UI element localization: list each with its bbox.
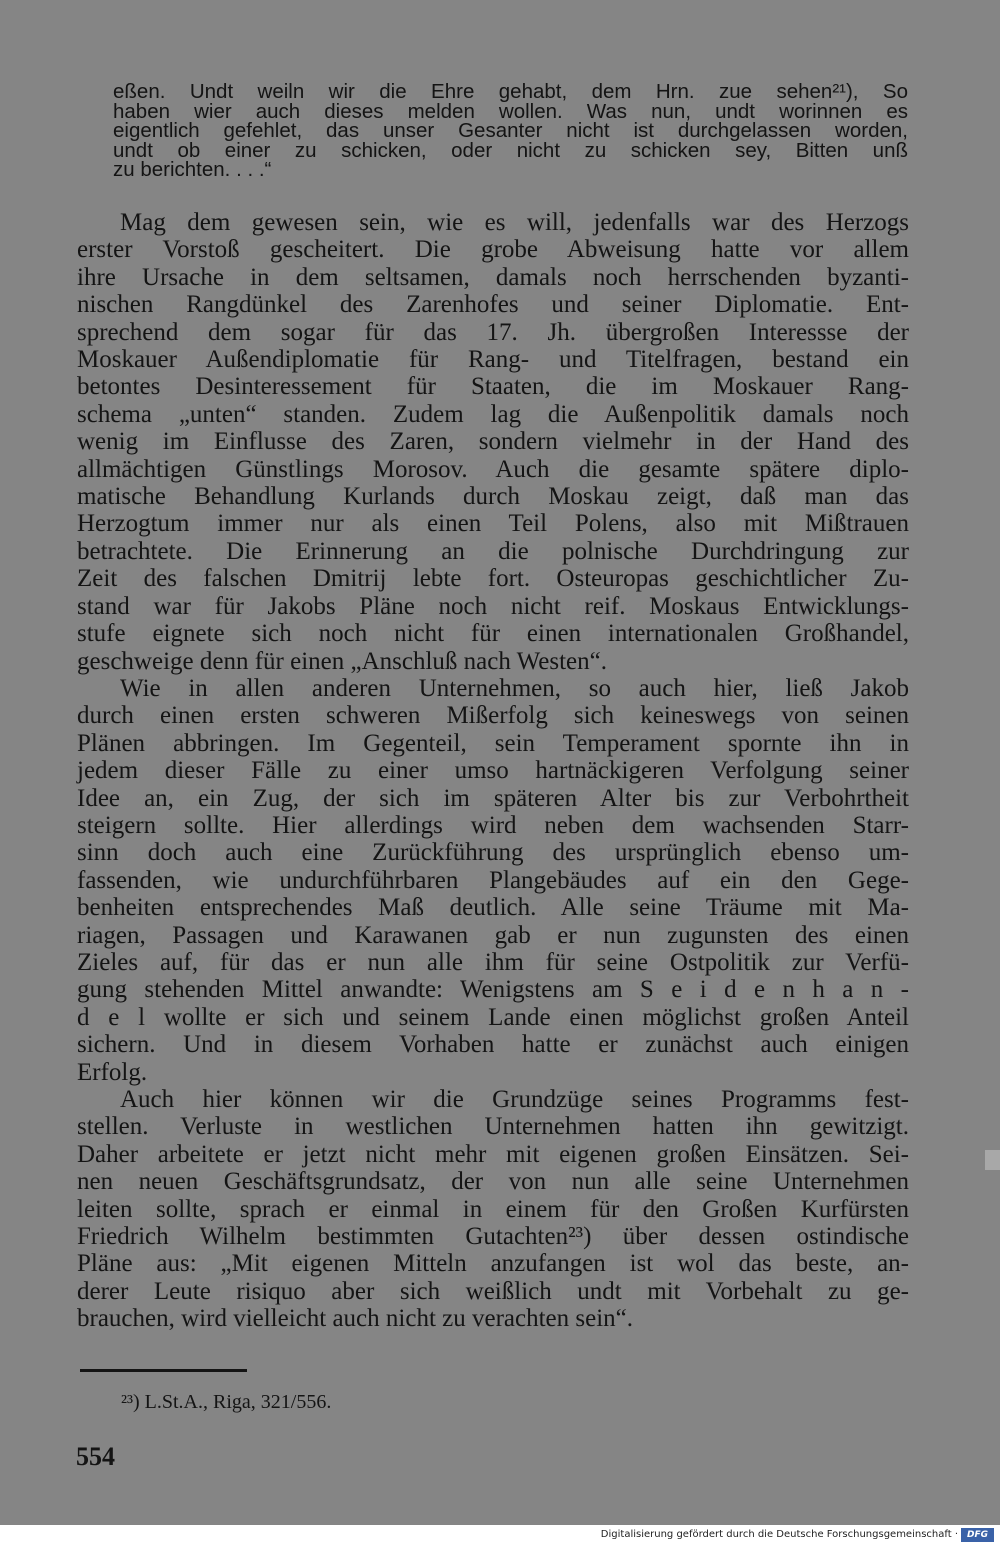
text-line: d e l wollte er sich und seinem Lande einen möglichst großen Anteil	[77, 1003, 909, 1031]
text-line: Plänen abbringen. Im Gegenteil, sein Temperament spornte ihn in	[77, 729, 909, 757]
page-number: 554	[76, 1442, 115, 1471]
text-line: betrachtete. Die Erinnerung an die polnische Durchdringung zur	[77, 537, 909, 565]
text-line: Wie in allen anderen Unternehmen, so auch hier, ließ Jakob	[120, 674, 909, 702]
text-line: durch einen ersten schweren Mißerfolg sich keineswegs von seinen	[77, 702, 909, 730]
dfg-logo: DFG	[961, 1528, 994, 1542]
scan-edge-mark	[985, 1150, 1000, 1170]
paragraph-2	[77, 675, 909, 1086]
paragraph-1	[77, 209, 909, 675]
quote-line: haben wier auch dieses melden wollen. Was nun, undt worinnen es	[113, 99, 908, 123]
text-line: Zieles auf, für das er nun alle ihm für seine Ostpolitik zur Verfü-	[77, 948, 909, 976]
text-line: gung stehenden Mittel anwandte: Wenigstens am S e i d e n h a n -	[77, 976, 909, 1004]
text-line: matische Behandlung Kurlands durch Moskau zeigt, daß man das	[77, 483, 909, 511]
text-line: derer Leute risiquo aber sich weißlich undt mit Vorbehalt zu ge-	[77, 1277, 909, 1305]
text-line: stufe eignete sich noch nicht für einen internationalen Großhandel,	[77, 620, 909, 648]
quoted-letter	[113, 82, 908, 180]
text-line: Idee an, ein Zug, der sich im späteren Alter bis zur Verbohrtheit	[77, 784, 909, 812]
text-line: ihre Ursache in dem seltsamen, damals noch herrschenden byzanti-	[77, 263, 909, 291]
text-line: riagen, Passagen und Karawanen gab er nun zugunsten des einen	[77, 921, 909, 949]
text-line: erster Vorstoß gescheitert. Die grobe Abweisung hatte vor allem	[77, 236, 909, 264]
text-line: nischen Rangdünkel des Zarenhofes und seiner Diplomatie. Ent-	[77, 291, 909, 319]
text-line: Moskauer Außendiplomatie für Rang- und Titelfragen, bestand ein	[77, 346, 909, 374]
text-line: schema „unten“ standen. Zudem lag die Außenpolitik damals noch	[77, 400, 909, 428]
text-line: sichern. Und in diesem Vorhaben hatte er zunächst auch einigen	[77, 1031, 909, 1059]
text-line: nen neuen Geschäftsgrundsatz, der von nun alle seine Unternehmen	[77, 1168, 909, 1196]
text-line: Herzogtum immer nur als einen Teil Polens, also mit Mißtrauen	[77, 510, 909, 538]
text-line: brauchen, wird vielleicht auch nicht zu verachten sein“.	[77, 1305, 634, 1333]
text-line: Erfolg.	[77, 1058, 148, 1086]
quote-line: eigentlich gefehlet, das unser Gesanter nicht ist durchgelassen worden,	[113, 119, 908, 142]
text-line: Auch hier können wir die Grundzüge seines Programms fest-	[120, 1086, 909, 1113]
text-line: fassenden, wie undurchführbaren Plangebäudes auf ein den Gege-	[77, 866, 909, 894]
text-line: Pläne aus: „Mit eigenen Mitteln anzufangen ist wol das beste, an-	[77, 1250, 909, 1278]
digitization-credit: Digitalisierung gefördert durch die Deutsche Forschungsgemeinschaft ·	[600, 1529, 958, 1540]
text-line: steigern sollte. Hier allerdings wird neben dem wachsenden Starr-	[77, 811, 909, 839]
text-line: allmächtigen Günstlings Morosov. Auch die gesamte spätere diplo-	[77, 455, 909, 483]
text-line: stellen. Verluste in westlichen Unternehmen hatten ihn gewitzigt.	[77, 1113, 909, 1141]
text-line: wenig im Einflusse des Zaren, sondern vielmehr in der Hand des	[77, 428, 909, 456]
body-text	[77, 209, 909, 1333]
credit-bar	[0, 1525, 1000, 1546]
text-line: jedem dieser Fälle zu einer umso hartnäckigeren Verfolgung seiner	[77, 757, 909, 785]
footnote-divider	[80, 1369, 247, 1372]
text-line: sinn doch auch eine Zurückführung des ursprünglich ebenso um-	[77, 839, 909, 867]
quote-line: zu berichten. . . .“	[113, 158, 272, 181]
quote-line: eßen. Undt weiln wir die Ehre gehabt, dem Hrn. zue sehen²¹), So	[113, 80, 908, 103]
footnote: ²³) L.St.A., Riga, 321/556.	[121, 1391, 332, 1413]
text-line: stand war für Jakobs Pläne noch nicht reif. Moskaus Entwicklungs-	[77, 592, 909, 620]
text-line: sprechend dem sogar für das 17. Jh. übergroßen Interessse der	[77, 318, 909, 346]
text-line: leiten sollte, sprach er einmal in einem für den Großen Kurfürsten	[77, 1195, 909, 1223]
text-line: benheiten entsprechendes Maß deutlich. Alle seine Träume mit Ma-	[77, 894, 909, 922]
text-line: Mag dem gewesen sein, wie es will, jedenfalls war des Herzogs	[120, 209, 909, 236]
text-line: betontes Desinteressement für Staaten, die im Moskauer Rang-	[77, 373, 909, 401]
text-line: Friedrich Wilhelm bestimmten Gutachten²³) über dessen ostindische	[77, 1223, 909, 1251]
text-line: Zeit des falschen Dmitrij lebte fort. Osteuropas geschichtlicher Zu-	[77, 565, 909, 593]
text-line: Daher arbeitete er jetzt nicht mehr mit eigenen großen Einsätzen. Sei-	[77, 1140, 909, 1168]
text-line: geschweige denn für einen „Anschluß nach Westen“.	[77, 647, 607, 675]
quote-line: undt ob einer zu schicken, oder nicht zu schicken sey, Bitten unß	[113, 138, 908, 162]
paragraph-3	[77, 1086, 909, 1333]
